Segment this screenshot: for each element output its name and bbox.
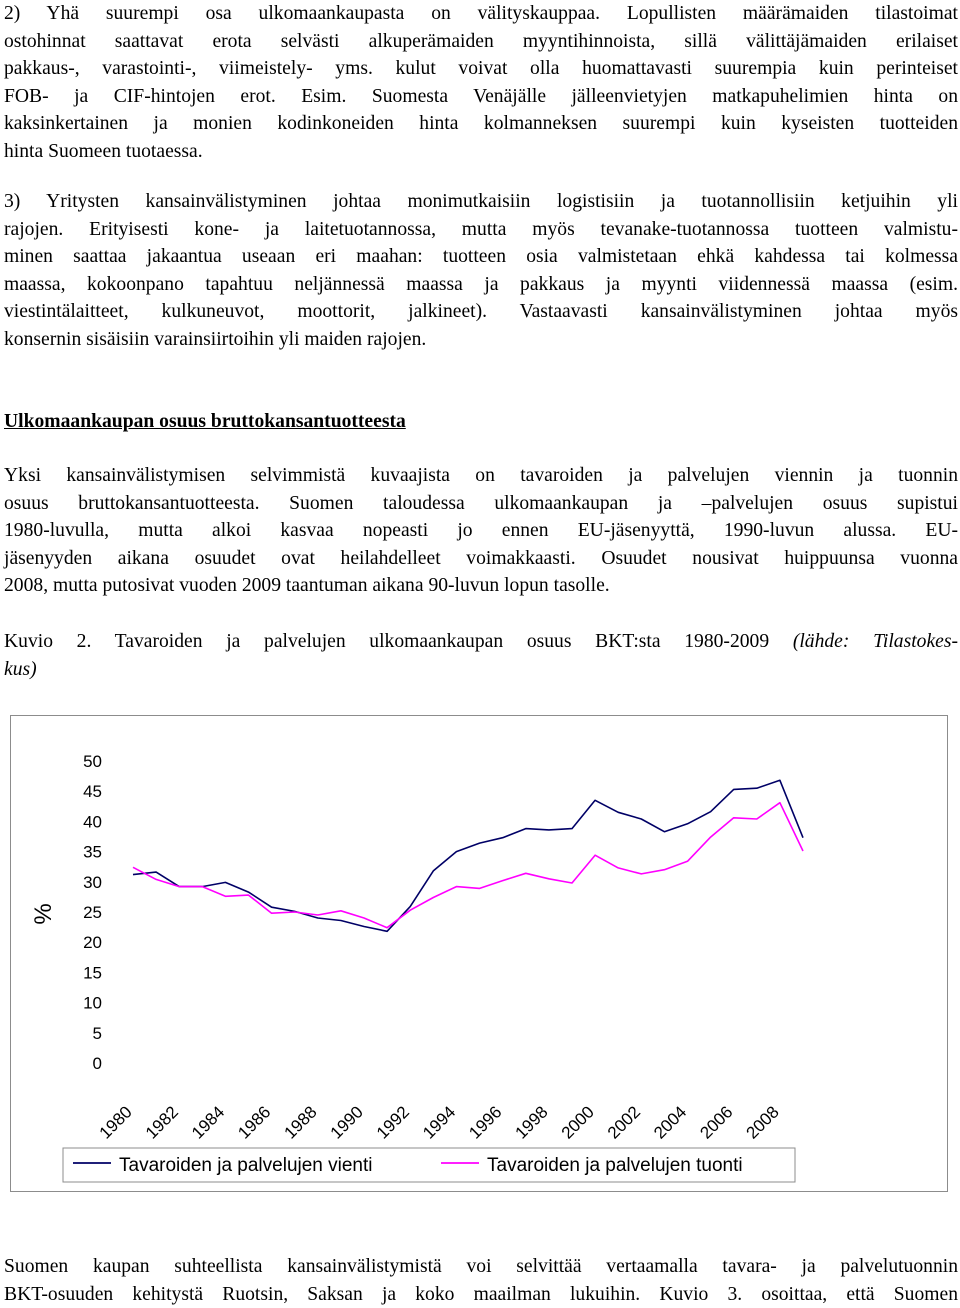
y-tick-label: 15 [83, 963, 102, 982]
text-line: rajojen. Erityisesti kone- ja laitetuotannossa, mutta myös tevanake-tuotannossa tuotteen valmistu- [4, 216, 958, 244]
text-line: jäsenyyden aikana osuudet ovat heilahdelleet voimakkaasti. Osuudet nousivat huippuunsa vuonna [4, 545, 958, 573]
x-tick-label: 1986 [234, 1102, 274, 1142]
text-line: 1980-luvulla, mutta alkoi kasvaa nopeasti jo ennen EU-jäsenyyttä, 1990-luvun alussa. EU- [4, 517, 958, 545]
line-chart [10, 715, 948, 1192]
series-line-exports [133, 780, 803, 931]
x-tick-label: 1984 [188, 1102, 228, 1142]
x-tick-label: 1998 [512, 1102, 552, 1142]
y-tick-label: 5 [93, 1024, 102, 1043]
y-tick-label: 10 [83, 994, 102, 1013]
legend-label-exports: Tavaroiden ja palvelujen vienti [119, 1155, 373, 1176]
paragraph-intermediary-trade [4, 0, 958, 165]
paragraph-gdp-share [4, 462, 958, 600]
text-line: 2008, mutta putosivat vuoden 2009 taantuman aikana 90-luvun lopun tasolle. [4, 572, 958, 600]
caption-source: (lähde: Tilastokes- [793, 631, 958, 652]
y-axis-label: % [30, 903, 57, 924]
text-line: pakkaus-, varastointi-, viimeistely- yms. kulut voivat olla huomattavasti suurempia kuin perinteiset [4, 55, 958, 83]
text-line: 3) Yritysten kansainvälistyminen johtaa monimutkaisiin logistisiin ja tuotannollisiin ketjuihin yli [4, 188, 958, 216]
caption-title: Kuvio 2. Tavaroiden ja palvelujen ulkomaankaupan osuus BKT:sta 1980-2009 [4, 631, 793, 652]
y-tick-label: 25 [83, 903, 102, 922]
figure-caption [4, 628, 958, 684]
section-heading: Ulkomaankaupan osuus bruttokansantuotteesta [4, 408, 406, 435]
paragraph-comparison [4, 1253, 958, 1308]
y-tick-label: 30 [83, 873, 102, 892]
text-line: minen saattaa jakaantua useaan eri maahan: tuotteen osia valmistetaan ehkä kahdessa tai kolmessa [4, 243, 958, 271]
y-tick-label: 50 [83, 752, 102, 771]
legend-label-imports: Tavaroiden ja palvelujen tuonti [487, 1155, 743, 1176]
x-tick-label: 1996 [465, 1102, 505, 1142]
text-line: Yksi kansainvälistymisen selvimmistä kuvaajista on tavaroiden ja palvelujen viennin ja tuonnin [4, 462, 958, 490]
x-tick-label: 1988 [280, 1102, 320, 1142]
x-tick-label: 1982 [142, 1102, 182, 1142]
text-line: FOB- ja CIF-hintojen erot. Esim. Suomesta Venäjälle jälleenvietyjen matkapuhelimien hinta on [4, 83, 958, 111]
x-tick-label: 2002 [604, 1102, 644, 1142]
caption-source-end: kus) [4, 659, 37, 680]
text-line: konsernin sisäisiin varainsiirtoihin yli maiden rajojen. [4, 326, 958, 354]
y-tick-label: 35 [83, 843, 102, 862]
text-line: osuus bruttokansantuotteesta. Suomen taloudessa ulkomaankaupan ja –palvelujen osuus supistui [4, 490, 958, 518]
caption-line [4, 628, 958, 656]
chart-canvas [11, 716, 947, 1191]
x-tick-label: 2004 [650, 1102, 690, 1142]
x-tick-label: 1992 [373, 1102, 413, 1142]
y-tick-label: 0 [93, 1054, 102, 1073]
x-tick-label: 1990 [327, 1102, 367, 1142]
paragraph-internationalization [4, 188, 958, 353]
y-tick-label: 40 [83, 812, 102, 831]
x-tick-label: 2000 [558, 1102, 598, 1142]
y-tick-label: 45 [83, 782, 102, 801]
text-line: hinta Suomeen tuotaessa. [4, 138, 958, 166]
text-line: 2) Yhä suurempi osa ulkomaankaupasta on välityskauppaa. Lopullisten määrämaiden tilastoimat [4, 0, 958, 28]
x-tick-label: 1994 [419, 1102, 459, 1142]
text-line: kaksinkertainen ja monien kodinkoneiden hinta kolmanneksen suurempi kuin kyseisten tuotteiden [4, 110, 958, 138]
series-line-imports [133, 803, 803, 928]
text-line: ostohinnat saattavat erota selvästi alkuperämaiden myyntihinnoista, sillä välittäjämaiden erilaiset [4, 28, 958, 56]
x-tick-label: 1980 [96, 1102, 136, 1142]
text-line: viestintälaitteet, kulkuneuvot, moottorit, jalkineet). Vastaavasti kansainvälistyminen johtaa myös [4, 298, 958, 326]
text-line: Suomen kaupan suhteellista kansainvälistymistä voi selvittää vertaamalla tavara- ja palvelutuonnin [4, 1253, 958, 1281]
caption-line [4, 656, 958, 684]
y-tick-label: 20 [83, 933, 102, 952]
text-line: BKT-osuuden kehitystä Ruotsin, Saksan ja koko maailman lukuihin. Kuvio 3. osoittaa, että Suomen [4, 1281, 958, 1308]
x-tick-label: 2008 [743, 1102, 783, 1142]
x-tick-label: 2006 [696, 1102, 736, 1142]
text-line: maassa, kokoonpano tapahtuu neljännessä maassa ja pakkaus ja myynti viidennessä maassa (esim. [4, 271, 958, 299]
